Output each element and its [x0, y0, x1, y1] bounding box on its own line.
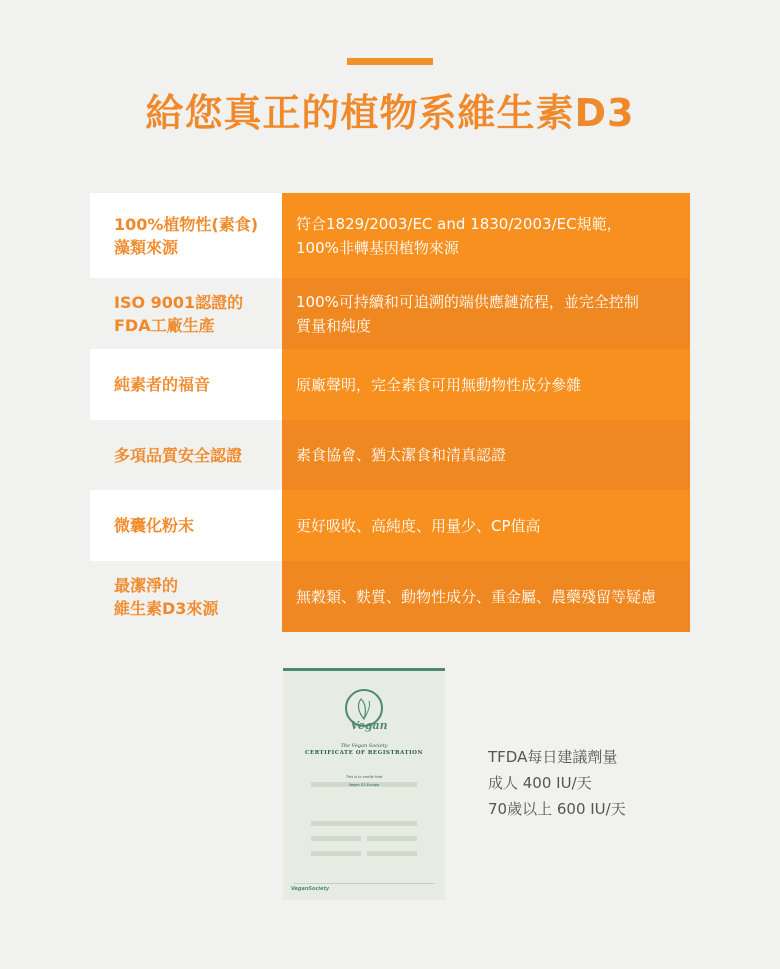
dosage-senior: 70歲以上 600 IU/天 [488, 800, 626, 818]
certificate-field-bar [311, 836, 361, 841]
feature-table [90, 193, 690, 632]
dosage-adult: 成人 400 IU/天 [488, 774, 592, 792]
footer-logo-text: VeganSociety [291, 886, 330, 892]
vegan-certificate-image [283, 668, 445, 900]
feature-label: 100%植物性(素食) 藻類來源 [90, 193, 282, 278]
certificate-field-bar [367, 851, 417, 856]
feature-description: 更好吸收、高純度、用量少、CP值高 [282, 490, 690, 561]
certificate-field-bar [311, 821, 417, 826]
vegan-logo-text: Vegan [350, 719, 388, 732]
feature-description: 100%可持續和可追溯的端供應鏈流程，並完全控制 質量和純度 [282, 278, 690, 349]
page-title: 給您真正的植物系維生素D3 [145, 91, 635, 135]
table-row [90, 420, 690, 490]
feature-description: 素食協會、猶太潔食和清真認證 [282, 420, 690, 490]
feature-label: 微囊化粉末 [90, 490, 282, 561]
table-row [90, 349, 690, 420]
certificate-certify-line: This is to certify that [345, 775, 383, 779]
certificate-company: Vegan D3 Europe [348, 783, 380, 787]
feature-label: 多項品質安全認證 [90, 420, 282, 490]
certificate-heading: CERTIFICATE OF REGISTRATION [305, 750, 423, 756]
certificate-field-bar [367, 836, 417, 841]
table-row [90, 278, 690, 349]
feature-description: 原廠聲明，完全素食可用無動物性成分參雜 [282, 349, 690, 420]
dosage-info [488, 744, 626, 822]
table-row [90, 561, 690, 632]
certificate-field-bar [311, 851, 361, 856]
feature-label: ISO 9001認證的 FDA工廠生產 [90, 278, 282, 349]
certificate-society: The Vegan Society [340, 743, 388, 749]
table-row [90, 193, 690, 278]
feature-label: 最潔淨的 維生素D3來源 [90, 561, 282, 632]
feature-label: 純素者的福音 [90, 349, 282, 420]
dosage-heading: TFDA每日建議劑量 [488, 748, 618, 766]
feature-description: 無穀類、麩質、動物性成分、重金屬、農藥殘留等疑慮 [282, 561, 690, 632]
title-accent-bar [347, 58, 433, 65]
table-row [90, 490, 690, 561]
feature-description: 符合1829/2003/EC and 1830/2003/EC規範， 100%非轉基因植物來源 [282, 193, 690, 278]
